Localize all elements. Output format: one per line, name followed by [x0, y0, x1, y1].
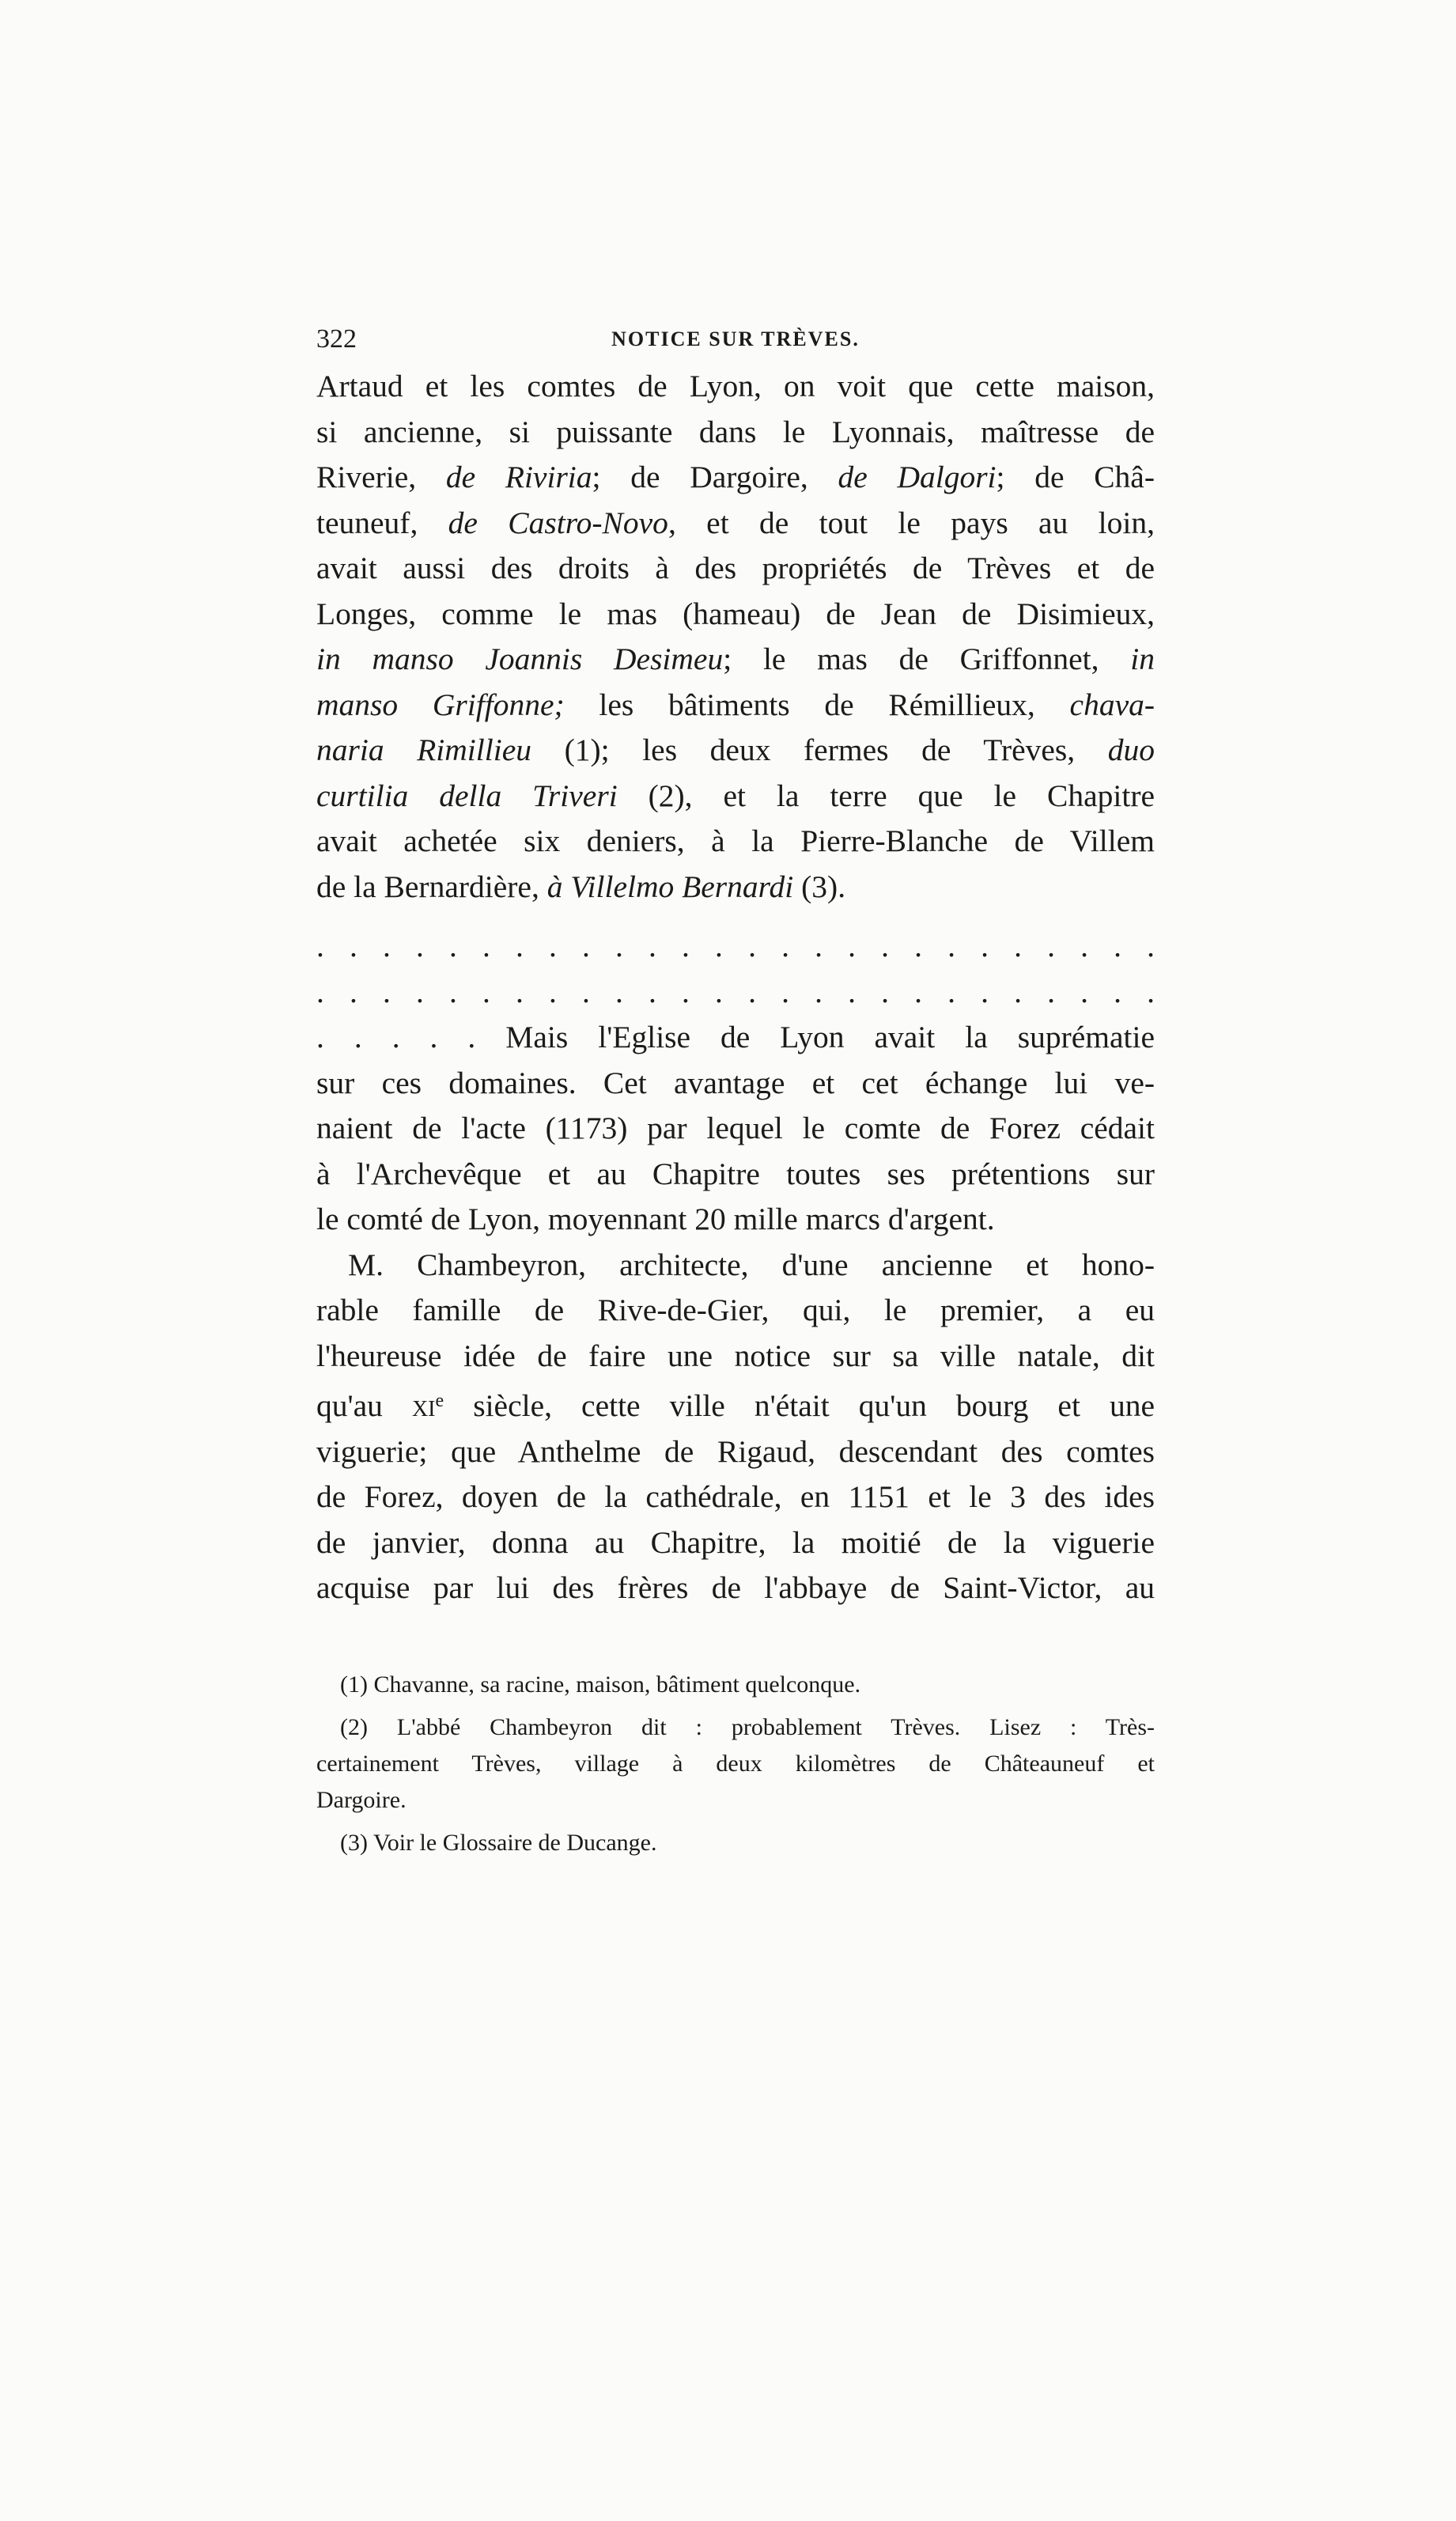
footnote-2: [316, 1709, 1155, 1819]
running-title: NOTICE SUR TRÈVES.: [611, 327, 860, 350]
italic-run: curtilia della Triveri: [316, 778, 618, 813]
text-line: [316, 774, 1155, 820]
italic-run: à Villelmo Bernardi: [546, 869, 794, 904]
text-line: [316, 501, 1155, 547]
footnote-line: (2) L'abbé Chambeyron dit : probablement Trèves. Lisez : Très-: [340, 1713, 1155, 1740]
ellipsis-row: . . . . . . . . . . . . . . . . . . . . . . . . . .: [316, 974, 1155, 1009]
text-line: rable famille de Rive-de-Gier, qui, le premier, a eu: [316, 1293, 1155, 1327]
footnote-3: [340, 1825, 1155, 1861]
text-run: , et de tout le pays au loin,: [667, 505, 1155, 540]
footnote-line: Dargoire.: [316, 1786, 407, 1813]
text-line: [316, 865, 1155, 910]
footnote-line: certainement Trèves, village à deux kilomètres de Châteauneuf et: [316, 1750, 1155, 1777]
text-line: de Forez, doyen de la cathédrale, en 1151 et le 3 des ides: [316, 1479, 1155, 1514]
text-line: avait achetée six deniers, à la Pierre-Blanche de Villem: [316, 823, 1155, 858]
italic-run: manso Griffonne;: [316, 687, 565, 722]
text-line: M. Chambeyron, architecte, d'une ancienne et hono-: [348, 1247, 1155, 1282]
text-line: Longes, comme le mas (hameau) de Jean de Disimieux,: [316, 596, 1155, 631]
text-line: [316, 683, 1155, 729]
text-line: acquise par lui des frères de l'abbaye de Saint-Victor, au: [316, 1570, 1155, 1605]
text-line: sur ces domaines. Cet avantage et cet échange lui ve-: [316, 1065, 1155, 1100]
text-line: le comté de Lyon, moyennant 20 mille marcs d'argent.: [316, 1202, 995, 1236]
text-run: Mais l'Eglise de Lyon avait la suprématie: [475, 1020, 1155, 1054]
italic-run: de Castro-Novo: [448, 505, 668, 540]
paragraph-1: [316, 364, 1155, 910]
text-line: [316, 1015, 1155, 1061]
text-line: l'heureuse idée de faire une notice sur sa ville natale, dit: [316, 1338, 1155, 1373]
text-run: les bâtiments de Rémillieux,: [564, 687, 1070, 722]
footnote-1: [340, 1667, 1155, 1703]
running-head: [316, 324, 1155, 364]
text-run: ; le mas de Griffonnet,: [723, 642, 1131, 676]
footnotes: [316, 1667, 1155, 1861]
text-run: (1); les deux fermes de Trèves,: [531, 732, 1108, 767]
text-run: teuneuf,: [316, 505, 448, 540]
italic-run: chava-: [1069, 687, 1155, 722]
italic-run: de Riviria: [445, 460, 592, 494]
footnote-line: (3) Voir le Glossaire de Ducange.: [340, 1829, 657, 1856]
text-line: avait aussi des droits à des propriétés de Trèves et de: [316, 551, 1155, 585]
italic-run: in manso Joannis Desimeu: [316, 642, 724, 676]
text-run: siècle, cette ville n'était qu'un bourg et une: [444, 1388, 1155, 1423]
text-line: si ancienne, si puissante dans le Lyonnais, maîtresse de: [316, 414, 1155, 449]
text-run: (2), et la terre que le Chapitre: [617, 778, 1155, 813]
italic-run: duo: [1107, 732, 1155, 767]
paragraph-3: [316, 1243, 1155, 1611]
italic-run: naria Rimillieu: [316, 732, 531, 767]
text-line: [316, 455, 1155, 501]
text-line: naient de l'acte (1173) par lequel le comte de Forez cédait: [316, 1111, 1155, 1145]
text-run: . . . . .: [316, 1020, 476, 1054]
text-run: (3).: [793, 869, 846, 904]
text-line: à l'Archevêque et au Chapitre toutes ses prétentions sur: [316, 1156, 1155, 1191]
text-run: Riverie,: [316, 460, 446, 494]
superscript: e: [435, 1391, 444, 1411]
paragraph-2: [316, 1015, 1155, 1243]
italic-run: de Dalgori: [838, 460, 997, 494]
text-line: [316, 637, 1155, 683]
century-numeral: xi: [411, 1388, 436, 1423]
ellipsis-row: . . . . . . . . . . . . . . . . . . . . . . . . . .: [316, 929, 1155, 963]
text-run: de la Bernardière,: [316, 869, 547, 904]
footnote-line: (1) Chavanne, sa racine, maison, bâtiment quelconque.: [340, 1671, 861, 1698]
text-line: [316, 1379, 1155, 1429]
text-line: [316, 728, 1155, 774]
text-line: viguerie; que Anthelme de Rigaud, descendant des comtes: [316, 1433, 1155, 1469]
text-run: ; de Dargoire,: [592, 460, 838, 494]
text-run: qu'au: [316, 1388, 412, 1423]
text-run: ; de Châ-: [996, 460, 1155, 494]
text-line: Artaud et les comtes de Lyon, on voit que cette maison,: [316, 369, 1155, 403]
italic-run: in: [1130, 642, 1155, 676]
text-line: de janvier, donna au Chapitre, la moitié de la viguerie: [316, 1524, 1155, 1560]
page-number: 322: [316, 324, 357, 354]
book-page: [316, 324, 1155, 1868]
